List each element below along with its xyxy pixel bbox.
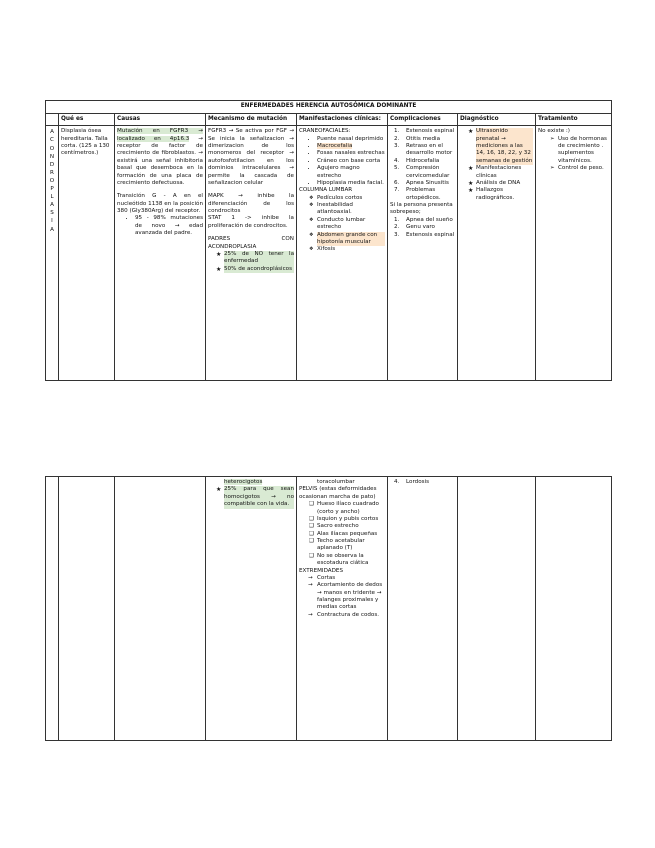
header-diagnostico: Diagnóstico xyxy=(458,113,536,126)
mecanismo-star-1: ★ 25% de NO tener la enfermedad xyxy=(224,251,294,266)
que-es-cell: Displasia ósea hereditaria. Talla corta. (125 a 130 centímetros.) xyxy=(59,126,115,381)
complicaciones-cell: 1. Estenosis espinal 2. Otitis media 3. Retraso en el desarrollo motor 4. Hidrocefalia 5. Compresión cervicomedular 6. Apnea Sinusitis 7. Problemas ortopédicos. Si la persona presenta sobrepeso; 1. Apnea del sueño 2. Genu varo 3. Estenosis espinal xyxy=(388,126,458,381)
tratamiento-cell: No existe :) ➢ Uso de hormonas de crecimiento . suplementos vitamínicos. ➢ Control de peso. xyxy=(536,126,612,381)
causas-bullet: • 95 - 98% mutaciones de novo → edad avanzada del padre. xyxy=(135,215,203,237)
causas-text: → receptor de factor de crecimiento de fibroblastos. → existirá una señal inhibitoria basal que desemboca en la formación de una placa de crecimiento defectuosa. xyxy=(117,135,203,186)
disease-table-continued xyxy=(45,476,612,741)
manifestaciones-cont-cell: toracolumbar PELVIS (estas deformidades ocasionan marcha de pato) ❑ Hueso ilíaco cuadrado (corto y ancho) ❑ Isquion y pubis cortos ❑ Sacro estrecho ❑ Alas ilíacas pequeñas ❑ Techo acetabular aplanado (T) ❑ No se observa la escotadura ciática EXTREMIDADES → Cortas → Acortamiento de dedos → manos en tridente → falanges proximales y medias cortas → Contractura de codos. xyxy=(297,477,388,741)
header-complicaciones: Complicaciones xyxy=(388,113,458,126)
header-que-es: Qué es xyxy=(59,113,115,126)
header-causas: Causas xyxy=(115,113,206,126)
table-title: ENFERMEDADES HERENCIA AUTOSÓMICA DOMINANTE xyxy=(46,101,612,114)
mecanismo-cont-cell: heterocigotos ★ 25% para que sean homocigotos → no compatible con la vida. xyxy=(206,477,297,741)
manifestaciones-cell: CRANEOFACIALES: • Puente nasal deprimido • Macrocefalia • Fosas nasales estrechas • Cráneo con base corta • Agujero magno estrecho • Hipoplasia media facial. COLUMNA LUMBAR ❖ Pedículos cortos ❖ Inestabilidad atlantoaxial. ❖ Conducto lumbar estrecho ❖ Abdomen grande con hipotonía muscular ❖ Xifosis xyxy=(297,126,388,381)
disease-table xyxy=(45,100,612,381)
header-blank xyxy=(46,113,59,126)
mecanismo-cell: FGFR3 → Se activa por FGF → Se inicia la señalizacion → dimerizacion de los monomeros del receptor → autofosfotilacion en los dominios intracelulares → permite la cascada de señalizacion celular MAPK → inhibe la diferenciación de los condrocitos STAT 1 -> inhibe la proliferación de condrocitos. PADRES CON ACONDROPLASIA ★ 25% de NO tener la enfermedad ★ 50% de acondroplásicos xyxy=(206,126,297,381)
header-mecanismo: Mecanismo de mutación xyxy=(206,113,297,126)
causas-cell xyxy=(115,126,206,381)
complicaciones-cont-cell: 4. Lordosis xyxy=(388,477,458,741)
header-tratamiento: Tratamiento xyxy=(536,113,612,126)
causas-highlight: Mutación en FGFR3 → localizado en 4p16.3 xyxy=(117,128,203,142)
diagnostico-cell: ★ Ultrasonido prenatal → mediciones a las 14, 16, 18, 22, y 32 semanas de gestión ★ Manifestaciones clínicas ★ Análisis de DNA ★ Hallazgos radiográficos. xyxy=(458,126,536,381)
disease-name-vertical: A C O N D R O P L A S I A xyxy=(46,126,59,381)
causas-transicion: Transición G - A en el nucleótido 1138 en la posición 380 (Gly380Arg) del receptor. xyxy=(117,193,203,215)
header-manifestaciones: Manifestaciones clínicas: xyxy=(297,113,388,126)
mecanismo-star-2: ★ 50% de acondroplásicos xyxy=(224,266,294,273)
